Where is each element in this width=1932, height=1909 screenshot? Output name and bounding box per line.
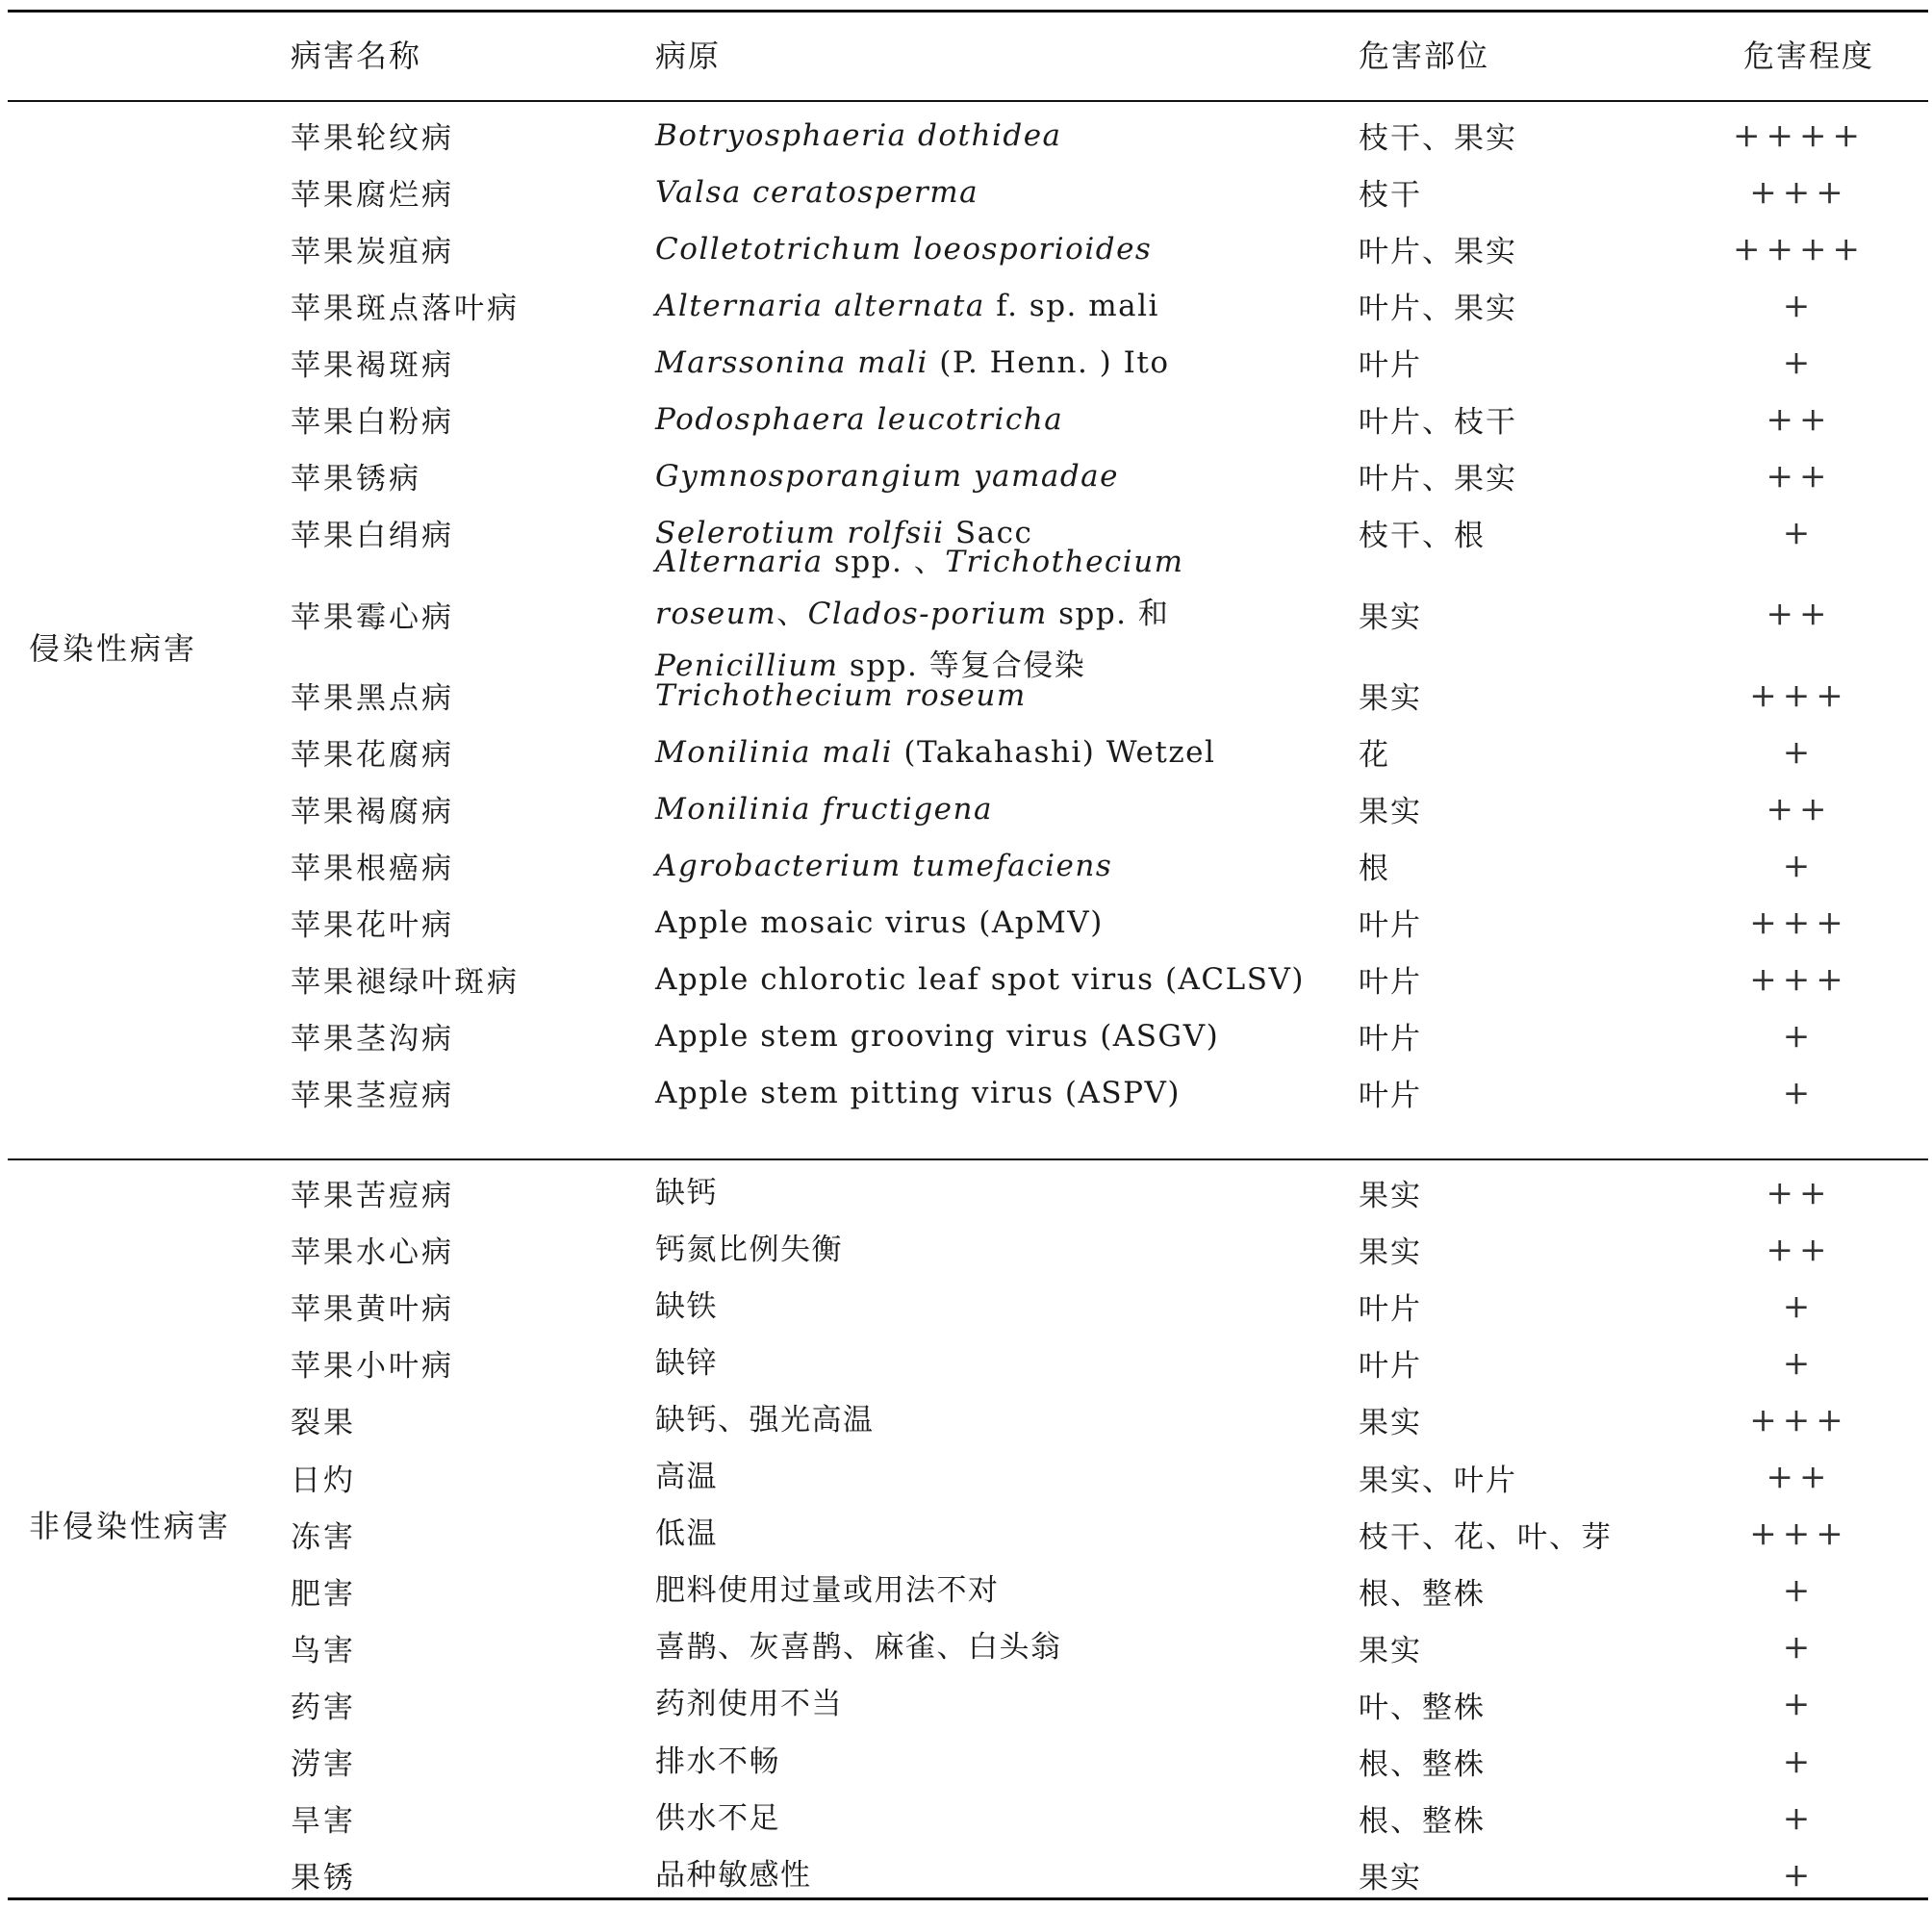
pathogen: Apple mosaic virus (ApMV): [655, 904, 1104, 940]
table-bottom-rule: [8, 1897, 1928, 1900]
group-label: 非侵染性病害: [29, 1508, 232, 1544]
pathogen-latin: Agrobacterium tumefaciens: [655, 848, 1113, 883]
pathogen-latin: Botryosphaeria dothidea: [655, 117, 1062, 153]
disease-name: 苹果黑点病: [291, 681, 454, 716]
pathogen: [655, 220, 1329, 277]
pathogen: 缺锌: [655, 1345, 718, 1381]
pathogen-latin: Alternaria alternata: [655, 288, 985, 323]
damage-degree: +++: [1749, 172, 1849, 212]
damage-degree: +: [1782, 513, 1817, 552]
damage-degree: +: [1782, 1628, 1817, 1667]
table-row: [0, 667, 1932, 724]
damage-degree: +: [1782, 1343, 1817, 1383]
pathogen: 药剂使用不当: [655, 1687, 843, 1722]
pathogen-suffix: (Takahashi) Wetzel: [893, 734, 1216, 770]
pathogen: 缺铁: [655, 1288, 718, 1324]
damage-part: 果实、叶片: [1359, 1463, 1517, 1498]
disease-name: 苹果斑点落叶病: [291, 292, 520, 326]
damage-part: 果实: [1359, 1179, 1422, 1213]
pathogen-latin: Monilinia mali: [655, 734, 894, 770]
table-row: [0, 724, 1932, 780]
pathogen-latin: Marssonina mali: [655, 344, 928, 380]
table-row: [0, 1790, 1932, 1846]
disease-name: 苹果根癌病: [291, 852, 454, 886]
damage-part: 叶片、枝干: [1359, 405, 1517, 440]
table-row: [0, 107, 1932, 164]
pathogen: [655, 164, 1329, 220]
damage-degree: ++: [1766, 595, 1833, 633]
disease-name: 苹果褐腐病: [291, 795, 454, 829]
pathogen: 供水不足: [655, 1800, 780, 1836]
damage-degree: ++: [1766, 1458, 1833, 1496]
pathogen-part: Alternaria: [655, 545, 824, 579]
disease-name: 苹果轮纹病: [291, 121, 454, 156]
damage-part: 叶片: [1359, 348, 1422, 383]
pathogen-latin: Trichothecium roseum: [655, 677, 1027, 713]
damage-part: 果实: [1359, 1633, 1422, 1668]
pathogen: 缺钙: [655, 1175, 718, 1210]
pathogen: [655, 391, 1329, 447]
pathogen-suffix: (P. Henn. ) Ito: [928, 344, 1170, 380]
table-row: [0, 1733, 1932, 1790]
pathogen: 品种敏感性: [655, 1857, 812, 1893]
table-row: [0, 837, 1932, 894]
header-pathogen: 病原: [655, 38, 722, 74]
damage-part: 果实: [1359, 1861, 1422, 1896]
disease-name: 苹果花叶病: [291, 908, 454, 943]
disease-name: 日灼: [291, 1463, 356, 1498]
damage-degree: +: [1782, 1798, 1817, 1838]
pathogen: [655, 545, 1329, 683]
damage-degree: +++: [1749, 959, 1849, 999]
damage-part: 枝干、根: [1359, 519, 1486, 553]
damage-degree: ++: [1766, 1173, 1833, 1212]
damage-degree: ++: [1766, 789, 1833, 828]
pathogen-part: 、: [776, 597, 808, 631]
damage-part: 果实: [1359, 1235, 1422, 1271]
damage-degree: +++: [1749, 903, 1849, 942]
damage-part: 根、整株: [1359, 1747, 1486, 1782]
damage-degree: +: [1782, 1855, 1817, 1895]
disease-name: 冻害: [291, 1519, 356, 1555]
damage-part: 叶、整株: [1359, 1690, 1486, 1725]
pathogen: Apple chlorotic leaf spot virus (ACLSV): [655, 961, 1305, 997]
disease-name: 苹果锈病: [291, 462, 421, 496]
table-row: [0, 1563, 1932, 1619]
pathogen-part: Clados-porium: [807, 597, 1048, 631]
damage-degree: +: [1782, 1571, 1817, 1611]
pathogen-latin: Monilinia fructigena: [655, 791, 993, 827]
damage-degree: ++: [1766, 456, 1833, 496]
header-rule: [8, 100, 1928, 102]
header-name: 病害名称: [291, 38, 422, 74]
damage-part: 果实: [1359, 599, 1422, 635]
table-row: [0, 1164, 1932, 1221]
disease-name: 苹果褪绿叶斑病: [291, 965, 520, 1000]
damage-degree: +++: [1749, 1400, 1849, 1439]
pathogen-suffix: f. sp. mali: [984, 288, 1159, 323]
pathogen-suffix: Sacc: [944, 515, 1033, 550]
damage-part: 叶片: [1359, 1079, 1422, 1113]
damage-part: 枝干、果实: [1359, 121, 1517, 156]
pathogen-part: spp. 等复合侵染: [838, 649, 1086, 683]
pathogen-part: Penicillium: [655, 649, 839, 683]
disease-name: 果锈: [291, 1861, 356, 1896]
damage-degree: +: [1782, 1073, 1817, 1112]
pathogen-latin: Colletotrichum loeosporioides: [655, 231, 1153, 267]
damage-part: 叶片: [1359, 1349, 1422, 1385]
table-row: [0, 391, 1932, 447]
header-degree: 危害程度: [1743, 38, 1875, 74]
table-row: [0, 1619, 1932, 1676]
header-part: 危害部位: [1359, 38, 1490, 74]
damage-part: 根、整株: [1359, 1804, 1486, 1840]
table-row: [0, 1007, 1932, 1064]
table-row: [0, 1335, 1932, 1391]
disease-name: 裂果: [291, 1406, 356, 1441]
disease-name: 苹果茎痘病: [291, 1079, 454, 1113]
pathogen-latin: Podosphaera leucotricha: [655, 401, 1064, 437]
pathogen: 缺钙、强光高温: [655, 1402, 875, 1438]
table-row: [0, 1221, 1932, 1278]
pathogen-part: Trichothecium roseum: [655, 545, 1184, 631]
disease-name: 苹果茎沟病: [291, 1022, 454, 1056]
pathogen: [655, 780, 1329, 837]
pathogen: [655, 724, 1329, 780]
disease-name: 苹果褐斑病: [291, 348, 454, 383]
damage-degree: +: [1782, 286, 1817, 325]
pathogen: [655, 107, 1329, 164]
damage-degree: ++: [1766, 399, 1833, 439]
disease-name: 苹果花腐病: [291, 738, 454, 773]
damage-degree: +++: [1749, 1514, 1849, 1554]
pathogen: [655, 837, 1329, 894]
damage-part: 果实: [1359, 1406, 1422, 1441]
group-separator-rule: [8, 1158, 1928, 1160]
table-row: [0, 1064, 1932, 1121]
table-top-rule: [8, 10, 1928, 13]
pathogen: 排水不畅: [655, 1744, 780, 1779]
table-row: [0, 1278, 1932, 1335]
table-row: [0, 1846, 1932, 1903]
table-row: [0, 894, 1932, 951]
damage-part: 叶片、果实: [1359, 235, 1517, 269]
pathogen: 喜鹊、灰喜鹊、麻雀、白头翁: [655, 1630, 1062, 1666]
disease-name: 药害: [291, 1690, 356, 1725]
pathogen-part: spp. 和: [1047, 597, 1170, 631]
pathogen-part: spp. 、: [823, 545, 946, 579]
pathogen: 低温: [655, 1516, 718, 1552]
pathogen: 肥料使用过量或用法不对: [655, 1573, 1000, 1609]
pathogen: [655, 447, 1329, 504]
damage-part: 叶片、果实: [1359, 462, 1517, 496]
damage-part: 枝干、花、叶、芽: [1359, 1519, 1613, 1555]
table-row: [0, 220, 1932, 277]
damage-part: 花: [1359, 738, 1390, 773]
damage-part: 果实: [1359, 681, 1422, 716]
disease-name: 苹果炭疽病: [291, 235, 454, 269]
pathogen: [655, 334, 1329, 391]
pathogen: 高温: [655, 1460, 718, 1494]
damage-part: 叶片: [1359, 1292, 1422, 1328]
disease-name: 鸟害: [291, 1633, 356, 1668]
disease-name: 苹果水心病: [291, 1235, 454, 1271]
damage-degree: +: [1782, 1286, 1817, 1326]
pathogen: [655, 277, 1329, 334]
pathogen: Apple stem pitting virus (ASPV): [655, 1075, 1181, 1110]
disease-name: 苹果黄叶病: [291, 1292, 454, 1328]
table-row: [0, 1506, 1932, 1563]
damage-degree: +: [1782, 846, 1817, 885]
disease-name: 肥害: [291, 1576, 356, 1612]
table-row: [0, 545, 1932, 683]
damage-degree: +: [1782, 732, 1817, 772]
pathogen: [655, 667, 1329, 724]
damage-part: 果实: [1359, 795, 1422, 829]
table-row: [0, 1449, 1932, 1506]
pathogen-latin: Gymnosporangium yamadae: [655, 458, 1120, 494]
group-label: 侵染性病害: [29, 630, 198, 667]
table-row: [0, 780, 1932, 837]
damage-degree: +: [1782, 343, 1817, 382]
table-row: [0, 1676, 1932, 1733]
damage-degree: +: [1782, 1742, 1817, 1781]
disease-name: 苹果白绢病: [291, 519, 454, 553]
table-row: [0, 1391, 1932, 1448]
damage-part: 枝干: [1359, 178, 1422, 213]
table-row: [0, 447, 1932, 504]
damage-part: 叶片: [1359, 908, 1422, 943]
table-row: [0, 164, 1932, 220]
disease-name: 苹果小叶病: [291, 1349, 454, 1385]
damage-part: 叶片、果实: [1359, 292, 1517, 326]
pathogen-latin: Selerotium rolfsii: [655, 515, 945, 550]
disease-name: 苹果腐烂病: [291, 178, 454, 213]
damage-degree: +: [1782, 1685, 1817, 1724]
pathogen: 钙氮比例失衡: [655, 1232, 843, 1267]
disease-name: 苹果霉心病: [291, 599, 454, 635]
disease-name: 苹果白粉病: [291, 405, 454, 440]
damage-part: 叶片: [1359, 965, 1422, 1000]
damage-degree: +: [1782, 1016, 1817, 1056]
damage-part: 根、整株: [1359, 1576, 1486, 1612]
damage-degree: +++: [1749, 675, 1849, 715]
disease-name: 苹果苦痘病: [291, 1179, 454, 1213]
damage-part: 根: [1359, 852, 1390, 886]
damage-degree: ++++: [1733, 115, 1866, 155]
damage-part: 叶片: [1359, 1022, 1422, 1056]
table-row: [0, 334, 1932, 391]
table-row: [0, 277, 1932, 334]
pathogen: Apple stem grooving virus (ASGV): [655, 1018, 1220, 1054]
damage-degree: ++++: [1733, 229, 1866, 268]
disease-name: 旱害: [291, 1804, 356, 1840]
disease-name: 涝害: [291, 1747, 356, 1782]
pathogen-latin: Valsa ceratosperma: [655, 174, 979, 210]
damage-degree: ++: [1766, 1230, 1833, 1269]
table-row: [0, 951, 1932, 1007]
